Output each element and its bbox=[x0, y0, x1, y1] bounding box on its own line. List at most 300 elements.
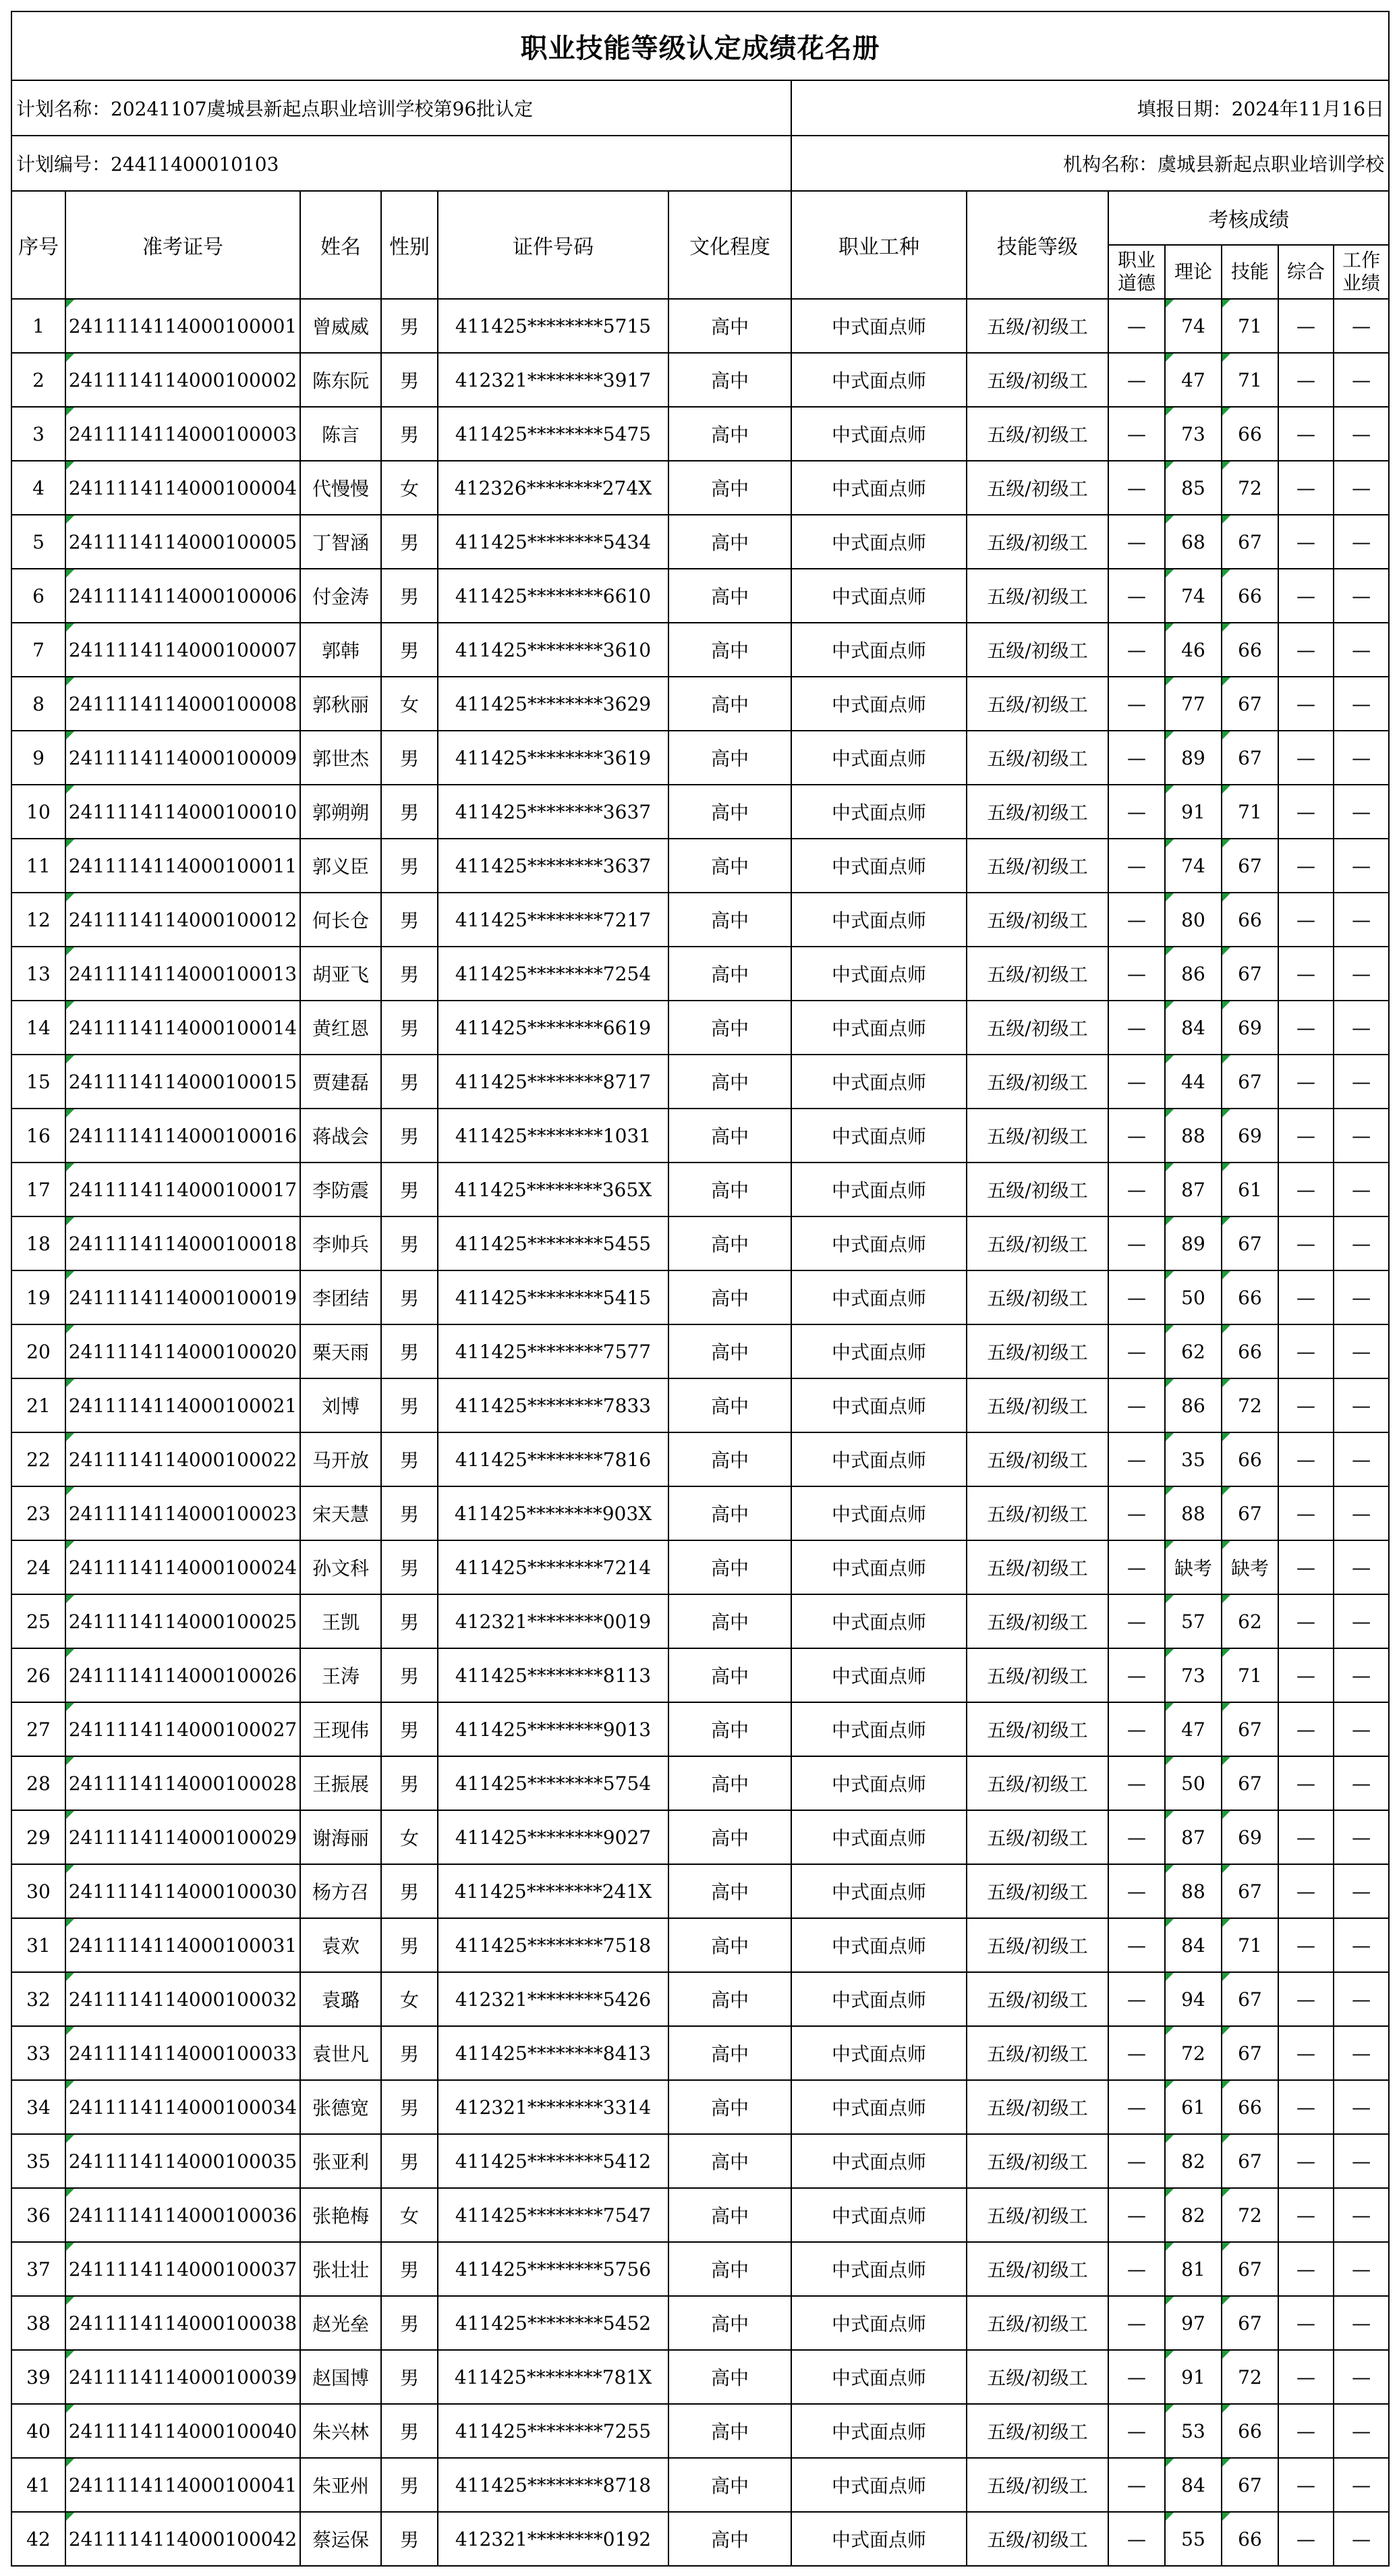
cell-skill: 67 bbox=[1222, 1486, 1278, 1540]
cell-work-performance: — bbox=[1334, 299, 1389, 353]
cell-education: 高中 bbox=[668, 785, 791, 839]
cell-work-performance: — bbox=[1334, 1648, 1389, 1702]
cell-occupation: 中式面点师 bbox=[791, 1109, 967, 1163]
cell-seq: 37 bbox=[11, 2242, 65, 2296]
cell-work-performance: — bbox=[1334, 1001, 1389, 1055]
cell-name: 李团结 bbox=[300, 1270, 381, 1324]
cell-seq: 10 bbox=[11, 785, 65, 839]
cell-id-number: 411425********7577 bbox=[438, 1324, 668, 1378]
cell-seq: 19 bbox=[11, 1270, 65, 1324]
cell-ethics: — bbox=[1108, 2188, 1165, 2242]
cell-occupation: 中式面点师 bbox=[791, 2350, 967, 2404]
table-row bbox=[11, 1918, 1389, 1972]
table-row bbox=[11, 299, 1389, 353]
cell-ethics: — bbox=[1108, 515, 1165, 569]
cell-gender: 女 bbox=[381, 461, 438, 515]
cell-skill-level: 五级/初级工 bbox=[967, 1864, 1108, 1918]
cell-occupation: 中式面点师 bbox=[791, 1810, 967, 1864]
cell-occupation: 中式面点师 bbox=[791, 515, 967, 569]
cell-id-number: 411425********8413 bbox=[438, 2026, 668, 2080]
cell-gender: 男 bbox=[381, 1540, 438, 1594]
cell-name: 丁智涵 bbox=[300, 515, 381, 569]
cell-name: 袁璐 bbox=[300, 1972, 381, 2026]
cell-name: 赵光垒 bbox=[300, 2296, 381, 2350]
cell-seq: 4 bbox=[11, 461, 65, 515]
cell-theory: 73 bbox=[1165, 407, 1222, 461]
cell-ethics: — bbox=[1108, 785, 1165, 839]
cell-work-performance: — bbox=[1334, 1594, 1389, 1648]
cell-gender: 男 bbox=[381, 1001, 438, 1055]
cell-ethics: — bbox=[1108, 1810, 1165, 1864]
cell-id-number: 411425********5754 bbox=[438, 1756, 668, 1810]
cell-theory: 82 bbox=[1165, 2134, 1222, 2188]
cell-comprehensive: — bbox=[1278, 1810, 1334, 1864]
cell-skill: 71 bbox=[1222, 353, 1278, 407]
cell-skill: 66 bbox=[1222, 2080, 1278, 2134]
cell-skill: 67 bbox=[1222, 677, 1278, 731]
cell-seq: 3 bbox=[11, 407, 65, 461]
cell-name: 陈东阮 bbox=[300, 353, 381, 407]
cell-comprehensive: — bbox=[1278, 515, 1334, 569]
cell-occupation: 中式面点师 bbox=[791, 1702, 967, 1756]
cell-gender: 男 bbox=[381, 1378, 438, 1432]
cell-education: 高中 bbox=[668, 2188, 791, 2242]
header-gender: 性别 bbox=[381, 191, 438, 299]
cell-theory: 68 bbox=[1165, 515, 1222, 569]
cell-gender: 男 bbox=[381, 2026, 438, 2080]
cell-gender: 男 bbox=[381, 1864, 438, 1918]
cell-exam-id: 2411114114000100034 bbox=[65, 2080, 300, 2134]
cell-comprehensive: — bbox=[1278, 1055, 1334, 1109]
cell-education: 高中 bbox=[668, 1216, 791, 1270]
cell-gender: 男 bbox=[381, 893, 438, 947]
table-row bbox=[11, 1486, 1389, 1540]
cell-id-number: 411425********9027 bbox=[438, 1810, 668, 1864]
table-row bbox=[11, 2458, 1389, 2512]
cell-skill: 69 bbox=[1222, 1109, 1278, 1163]
cell-seq: 8 bbox=[11, 677, 65, 731]
cell-name: 朱兴林 bbox=[300, 2404, 381, 2458]
cell-theory: 46 bbox=[1165, 623, 1222, 677]
cell-skill-level: 五级/初级工 bbox=[967, 2350, 1108, 2404]
cell-exam-id: 2411114114000100001 bbox=[65, 299, 300, 353]
cell-work-performance: — bbox=[1334, 2134, 1389, 2188]
cell-seq: 14 bbox=[11, 1001, 65, 1055]
cell-seq: 13 bbox=[11, 947, 65, 1001]
cell-exam-id: 2411114114000100023 bbox=[65, 1486, 300, 1540]
cell-seq: 16 bbox=[11, 1109, 65, 1163]
cell-skill: 72 bbox=[1222, 1378, 1278, 1432]
table-row bbox=[11, 1378, 1389, 1432]
cell-work-performance: — bbox=[1334, 2188, 1389, 2242]
cell-theory: 47 bbox=[1165, 1702, 1222, 1756]
table-row bbox=[11, 2242, 1389, 2296]
cell-skill: 69 bbox=[1222, 1001, 1278, 1055]
cell-ethics: — bbox=[1108, 2134, 1165, 2188]
cell-education: 高中 bbox=[668, 2512, 791, 2566]
cell-education: 高中 bbox=[668, 2026, 791, 2080]
cell-gender: 女 bbox=[381, 2188, 438, 2242]
cell-skill: 72 bbox=[1222, 2188, 1278, 2242]
table-row bbox=[11, 623, 1389, 677]
cell-id-number: 411425********5415 bbox=[438, 1270, 668, 1324]
cell-name: 郭秋丽 bbox=[300, 677, 381, 731]
cell-skill-level: 五级/初级工 bbox=[967, 1216, 1108, 1270]
table-row bbox=[11, 839, 1389, 893]
cell-exam-id: 2411114114000100019 bbox=[65, 1270, 300, 1324]
cell-education: 高中 bbox=[668, 1918, 791, 1972]
cell-exam-id: 2411114114000100011 bbox=[65, 839, 300, 893]
cell-exam-id: 2411114114000100012 bbox=[65, 893, 300, 947]
cell-exam-id: 2411114114000100009 bbox=[65, 731, 300, 785]
cell-education: 高中 bbox=[668, 2350, 791, 2404]
cell-gender: 男 bbox=[381, 2134, 438, 2188]
cell-name: 付金涛 bbox=[300, 569, 381, 623]
cell-comprehensive: — bbox=[1278, 2296, 1334, 2350]
cell-name: 代慢慢 bbox=[300, 461, 381, 515]
cell-comprehensive: — bbox=[1278, 1756, 1334, 1810]
cell-seq: 5 bbox=[11, 515, 65, 569]
table-row bbox=[11, 515, 1389, 569]
cell-seq: 25 bbox=[11, 1594, 65, 1648]
cell-gender: 男 bbox=[381, 2080, 438, 2134]
cell-comprehensive: — bbox=[1278, 1972, 1334, 2026]
cell-seq: 12 bbox=[11, 893, 65, 947]
cell-theory: 91 bbox=[1165, 785, 1222, 839]
cell-occupation: 中式面点师 bbox=[791, 2404, 967, 2458]
cell-seq: 1 bbox=[11, 299, 65, 353]
cell-id-number: 411425********6619 bbox=[438, 1001, 668, 1055]
cell-skill: 71 bbox=[1222, 299, 1278, 353]
cell-ethics: — bbox=[1108, 1864, 1165, 1918]
cell-comprehensive: — bbox=[1278, 1324, 1334, 1378]
cell-seq: 33 bbox=[11, 2026, 65, 2080]
cell-exam-id: 2411114114000100021 bbox=[65, 1378, 300, 1432]
cell-theory: 61 bbox=[1165, 2080, 1222, 2134]
cell-theory: 84 bbox=[1165, 1001, 1222, 1055]
cell-theory: 55 bbox=[1165, 2512, 1222, 2566]
cell-ethics: — bbox=[1108, 893, 1165, 947]
cell-name: 谢海丽 bbox=[300, 1810, 381, 1864]
table-row bbox=[11, 947, 1389, 1001]
header-occupation: 职业工种 bbox=[791, 191, 967, 299]
cell-theory: 53 bbox=[1165, 2404, 1222, 2458]
header-education: 文化程度 bbox=[668, 191, 791, 299]
cell-ethics: — bbox=[1108, 677, 1165, 731]
cell-seq: 41 bbox=[11, 2458, 65, 2512]
cell-skill-level: 五级/初级工 bbox=[967, 893, 1108, 947]
cell-education: 高中 bbox=[668, 1270, 791, 1324]
table-row bbox=[11, 2080, 1389, 2134]
cell-education: 高中 bbox=[668, 2404, 791, 2458]
cell-gender: 男 bbox=[381, 353, 438, 407]
cell-skill-level: 五级/初级工 bbox=[967, 785, 1108, 839]
cell-id-number: 412326********274X bbox=[438, 461, 668, 515]
table-row bbox=[11, 785, 1389, 839]
cell-ethics: — bbox=[1108, 1324, 1165, 1378]
cell-id-number: 411425********5756 bbox=[438, 2242, 668, 2296]
cell-work-performance: — bbox=[1334, 1540, 1389, 1594]
cell-gender: 男 bbox=[381, 407, 438, 461]
cell-skill-level: 五级/初级工 bbox=[967, 2296, 1108, 2350]
cell-id-number: 412321********0192 bbox=[438, 2512, 668, 2566]
cell-education: 高中 bbox=[668, 1001, 791, 1055]
cell-education: 高中 bbox=[668, 2242, 791, 2296]
cell-skill: 67 bbox=[1222, 2026, 1278, 2080]
cell-comprehensive: — bbox=[1278, 731, 1334, 785]
cell-skill-level: 五级/初级工 bbox=[967, 1540, 1108, 1594]
cell-occupation: 中式面点师 bbox=[791, 2134, 967, 2188]
cell-exam-id: 2411114114000100031 bbox=[65, 1918, 300, 1972]
cell-theory: 74 bbox=[1165, 299, 1222, 353]
cell-name: 朱亚州 bbox=[300, 2458, 381, 2512]
cell-skill: 67 bbox=[1222, 1864, 1278, 1918]
cell-skill-level: 五级/初级工 bbox=[967, 353, 1108, 407]
cell-skill-level: 五级/初级工 bbox=[967, 1324, 1108, 1378]
cell-exam-id: 2411114114000100015 bbox=[65, 1055, 300, 1109]
cell-work-performance: — bbox=[1334, 2350, 1389, 2404]
cell-theory: 44 bbox=[1165, 1055, 1222, 1109]
cell-ethics: — bbox=[1108, 1216, 1165, 1270]
cell-exam-id: 2411114114000100042 bbox=[65, 2512, 300, 2566]
cell-skill-level: 五级/初级工 bbox=[967, 947, 1108, 1001]
cell-name: 袁欢 bbox=[300, 1918, 381, 1972]
cell-comprehensive: — bbox=[1278, 2350, 1334, 2404]
cell-education: 高中 bbox=[668, 893, 791, 947]
cell-ethics: — bbox=[1108, 2026, 1165, 2080]
cell-education: 高中 bbox=[668, 1055, 791, 1109]
cell-id-number: 411425********7255 bbox=[438, 2404, 668, 2458]
cell-exam-id: 2411114114000100014 bbox=[65, 1001, 300, 1055]
cell-skill-level: 五级/初级工 bbox=[967, 1109, 1108, 1163]
cell-occupation: 中式面点师 bbox=[791, 353, 967, 407]
cell-occupation: 中式面点师 bbox=[791, 2242, 967, 2296]
cell-seq: 11 bbox=[11, 839, 65, 893]
cell-occupation: 中式面点师 bbox=[791, 1972, 967, 2026]
cell-id-number: 411425********9013 bbox=[438, 1702, 668, 1756]
cell-theory: 86 bbox=[1165, 1378, 1222, 1432]
cell-skill-level: 五级/初级工 bbox=[967, 1270, 1108, 1324]
cell-exam-id: 2411114114000100002 bbox=[65, 353, 300, 407]
cell-skill: 66 bbox=[1222, 1270, 1278, 1324]
cell-comprehensive: — bbox=[1278, 569, 1334, 623]
header-name: 姓名 bbox=[300, 191, 381, 299]
cell-gender: 男 bbox=[381, 1163, 438, 1216]
cell-ethics: — bbox=[1108, 1432, 1165, 1486]
cell-name: 张壮壮 bbox=[300, 2242, 381, 2296]
cell-name: 王涛 bbox=[300, 1648, 381, 1702]
cell-comprehensive: — bbox=[1278, 461, 1334, 515]
cell-theory: 87 bbox=[1165, 1810, 1222, 1864]
cell-theory: 89 bbox=[1165, 731, 1222, 785]
cell-seq: 24 bbox=[11, 1540, 65, 1594]
cell-exam-id: 2411114114000100006 bbox=[65, 569, 300, 623]
cell-skill: 67 bbox=[1222, 1756, 1278, 1810]
cell-gender: 男 bbox=[381, 2242, 438, 2296]
cell-education: 高中 bbox=[668, 2134, 791, 2188]
cell-education: 高中 bbox=[668, 1864, 791, 1918]
cell-comprehensive: — bbox=[1278, 1918, 1334, 1972]
cell-comprehensive: — bbox=[1278, 1486, 1334, 1540]
cell-gender: 男 bbox=[381, 2458, 438, 2512]
cell-work-performance: — bbox=[1334, 515, 1389, 569]
cell-skill: 67 bbox=[1222, 2134, 1278, 2188]
cell-seq: 34 bbox=[11, 2080, 65, 2134]
cell-education: 高中 bbox=[668, 947, 791, 1001]
cell-name: 黄红恩 bbox=[300, 1001, 381, 1055]
cell-id-number: 411425********5455 bbox=[438, 1216, 668, 1270]
cell-gender: 男 bbox=[381, 515, 438, 569]
cell-name: 栗天雨 bbox=[300, 1324, 381, 1378]
cell-ethics: — bbox=[1108, 2296, 1165, 2350]
cell-comprehensive: — bbox=[1278, 1163, 1334, 1216]
cell-education: 高中 bbox=[668, 1163, 791, 1216]
cell-gender: 男 bbox=[381, 569, 438, 623]
cell-skill: 67 bbox=[1222, 2296, 1278, 2350]
cell-theory: 85 bbox=[1165, 461, 1222, 515]
cell-theory: 35 bbox=[1165, 1432, 1222, 1486]
cell-skill: 71 bbox=[1222, 1648, 1278, 1702]
cell-seq: 39 bbox=[11, 2350, 65, 2404]
cell-id-number: 411425********7518 bbox=[438, 1918, 668, 1972]
table-row bbox=[11, 1648, 1389, 1702]
cell-education: 高中 bbox=[668, 1702, 791, 1756]
cell-work-performance: — bbox=[1334, 407, 1389, 461]
cell-work-performance: — bbox=[1334, 677, 1389, 731]
cell-seq: 42 bbox=[11, 2512, 65, 2566]
cell-exam-id: 2411114114000100039 bbox=[65, 2350, 300, 2404]
table-row bbox=[11, 2512, 1389, 2566]
cell-skill-level: 五级/初级工 bbox=[967, 1702, 1108, 1756]
cell-name: 郭韩 bbox=[300, 623, 381, 677]
cell-skill: 66 bbox=[1222, 1324, 1278, 1378]
cell-theory: 87 bbox=[1165, 1163, 1222, 1216]
cell-exam-id: 2411114114000100013 bbox=[65, 947, 300, 1001]
cell-work-performance: — bbox=[1334, 1270, 1389, 1324]
table-row bbox=[11, 353, 1389, 407]
cell-work-performance: — bbox=[1334, 1055, 1389, 1109]
cell-exam-id: 2411114114000100033 bbox=[65, 2026, 300, 2080]
cell-occupation: 中式面点师 bbox=[791, 2188, 967, 2242]
cell-occupation: 中式面点师 bbox=[791, 407, 967, 461]
table-row bbox=[11, 1972, 1389, 2026]
cell-name: 郭朔朔 bbox=[300, 785, 381, 839]
cell-gender: 男 bbox=[381, 1109, 438, 1163]
cell-seq: 17 bbox=[11, 1163, 65, 1216]
table-row bbox=[11, 1055, 1389, 1109]
cell-skill: 69 bbox=[1222, 1810, 1278, 1864]
cell-id-number: 411425********5452 bbox=[438, 2296, 668, 2350]
cell-skill: 66 bbox=[1222, 2512, 1278, 2566]
table-row bbox=[11, 569, 1389, 623]
cell-ethics: — bbox=[1108, 407, 1165, 461]
cell-id-number: 411425********5412 bbox=[438, 2134, 668, 2188]
cell-skill-level: 五级/初级工 bbox=[967, 1594, 1108, 1648]
cell-exam-id: 2411114114000100003 bbox=[65, 407, 300, 461]
roster-sheet bbox=[11, 11, 1388, 2567]
cell-occupation: 中式面点师 bbox=[791, 839, 967, 893]
cell-work-performance: — bbox=[1334, 839, 1389, 893]
cell-ethics: — bbox=[1108, 947, 1165, 1001]
cell-occupation: 中式面点师 bbox=[791, 1270, 967, 1324]
table-row bbox=[11, 1594, 1389, 1648]
cell-seq: 26 bbox=[11, 1648, 65, 1702]
cell-seq: 31 bbox=[11, 1918, 65, 1972]
cell-skill-level: 五级/初级工 bbox=[967, 1972, 1108, 2026]
cell-occupation: 中式面点师 bbox=[791, 893, 967, 947]
cell-gender: 男 bbox=[381, 299, 438, 353]
cell-comprehensive: — bbox=[1278, 353, 1334, 407]
cell-occupation: 中式面点师 bbox=[791, 623, 967, 677]
header-work-performance: 工作业绩 bbox=[1334, 245, 1389, 299]
cell-theory: 82 bbox=[1165, 2188, 1222, 2242]
cell-gender: 男 bbox=[381, 2350, 438, 2404]
cell-occupation: 中式面点师 bbox=[791, 1378, 967, 1432]
cell-comprehensive: — bbox=[1278, 1109, 1334, 1163]
cell-name: 张亚利 bbox=[300, 2134, 381, 2188]
cell-skill-level: 五级/初级工 bbox=[967, 2134, 1108, 2188]
cell-skill-level: 五级/初级工 bbox=[967, 1432, 1108, 1486]
table-row bbox=[11, 1324, 1389, 1378]
cell-occupation: 中式面点师 bbox=[791, 1324, 967, 1378]
cell-gender: 男 bbox=[381, 1270, 438, 1324]
cell-comprehensive: — bbox=[1278, 2080, 1334, 2134]
cell-skill-level: 五级/初级工 bbox=[967, 623, 1108, 677]
cell-exam-id: 2411114114000100016 bbox=[65, 1109, 300, 1163]
cell-occupation: 中式面点师 bbox=[791, 299, 967, 353]
cell-ethics: — bbox=[1108, 839, 1165, 893]
cell-comprehensive: — bbox=[1278, 2458, 1334, 2512]
cell-id-number: 411425********1031 bbox=[438, 1109, 668, 1163]
cell-education: 高中 bbox=[668, 1540, 791, 1594]
cell-exam-id: 2411114114000100038 bbox=[65, 2296, 300, 2350]
cell-occupation: 中式面点师 bbox=[791, 1486, 967, 1540]
cell-gender: 女 bbox=[381, 1810, 438, 1864]
cell-work-performance: — bbox=[1334, 2080, 1389, 2134]
cell-seq: 2 bbox=[11, 353, 65, 407]
cell-occupation: 中式面点师 bbox=[791, 1594, 967, 1648]
cell-occupation: 中式面点师 bbox=[791, 1648, 967, 1702]
cell-name: 杨方召 bbox=[300, 1864, 381, 1918]
cell-occupation: 中式面点师 bbox=[791, 785, 967, 839]
cell-skill: 61 bbox=[1222, 1163, 1278, 1216]
cell-skill-level: 五级/初级工 bbox=[967, 2458, 1108, 2512]
table-row bbox=[11, 677, 1389, 731]
cell-comprehensive: — bbox=[1278, 839, 1334, 893]
cell-occupation: 中式面点师 bbox=[791, 731, 967, 785]
cell-name: 蔡运保 bbox=[300, 2512, 381, 2566]
cell-theory: 94 bbox=[1165, 1972, 1222, 2026]
cell-occupation: 中式面点师 bbox=[791, 1055, 967, 1109]
cell-ethics: — bbox=[1108, 1648, 1165, 1702]
cell-education: 高中 bbox=[668, 731, 791, 785]
document-title: 职业技能等级认定成绩花名册 bbox=[11, 11, 1389, 80]
cell-skill-level: 五级/初级工 bbox=[967, 1001, 1108, 1055]
cell-work-performance: — bbox=[1334, 1378, 1389, 1432]
cell-education: 高中 bbox=[668, 1648, 791, 1702]
cell-ethics: — bbox=[1108, 623, 1165, 677]
cell-work-performance: — bbox=[1334, 2404, 1389, 2458]
cell-comprehensive: — bbox=[1278, 785, 1334, 839]
cell-skill: 72 bbox=[1222, 461, 1278, 515]
cell-skill: 67 bbox=[1222, 1972, 1278, 2026]
cell-ethics: — bbox=[1108, 299, 1165, 353]
cell-gender: 男 bbox=[381, 1324, 438, 1378]
cell-seq: 23 bbox=[11, 1486, 65, 1540]
cell-education: 高中 bbox=[668, 1972, 791, 2026]
cell-id-number: 411425********5715 bbox=[438, 299, 668, 353]
cell-occupation: 中式面点师 bbox=[791, 461, 967, 515]
